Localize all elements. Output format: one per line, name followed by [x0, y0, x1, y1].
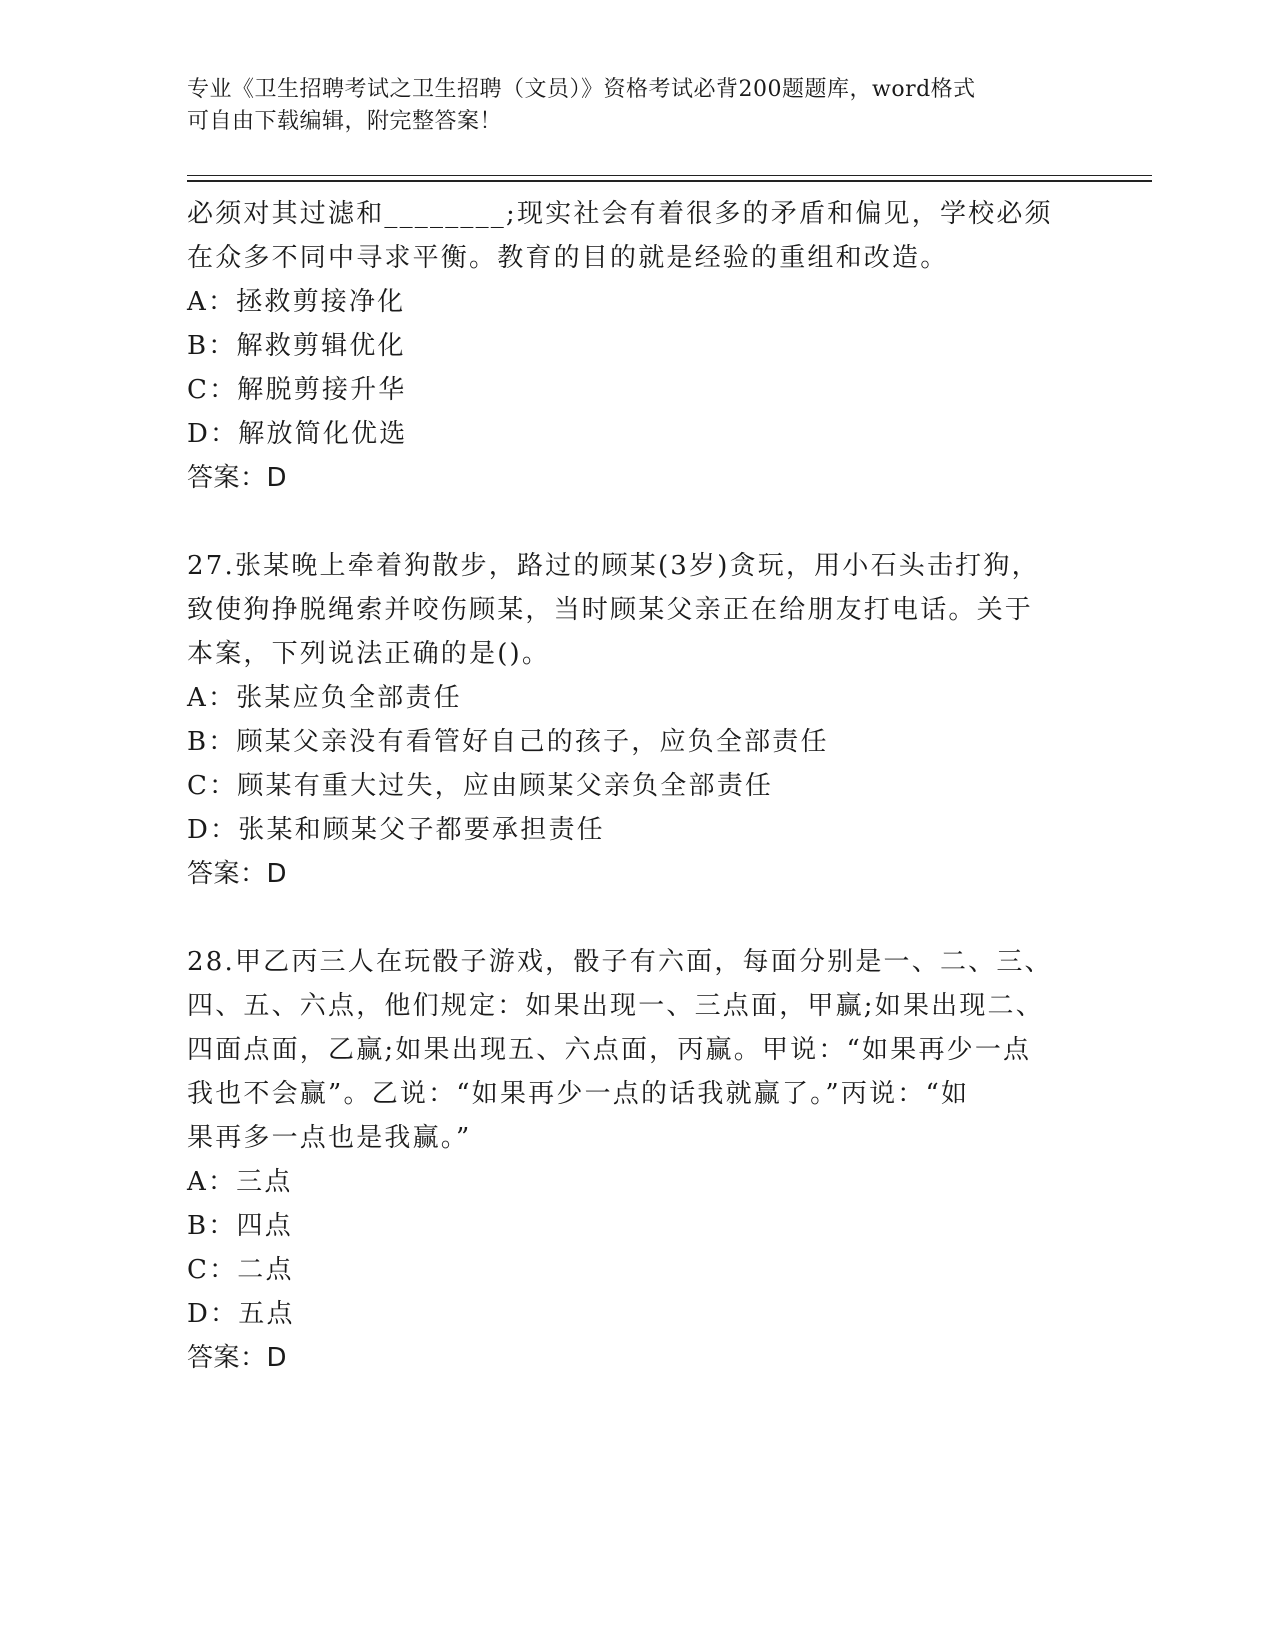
option-d: D：解放简化优选 [187, 419, 408, 449]
question-list [187, 192, 1087, 1380]
header-divider-thin [187, 175, 1152, 176]
question-text-line: 四面点面，乙赢;如果出现五、六点面，丙赢。甲说：“如果再少一点 [187, 1035, 1032, 1065]
option-c: C：二点 [187, 1255, 294, 1285]
question-text-line: 我也不会赢”。乙说：“如果再少一点的话我就赢了。”丙说：“如 [187, 1079, 970, 1109]
answer-line: 答案：D [187, 859, 288, 889]
question-text-line: 本案，下列说法正确的是()。 [187, 639, 551, 669]
answer-line: 答案：D [187, 463, 288, 493]
question-text-line: 果再多一点也是我赢。” [187, 1123, 472, 1153]
option-c: C：解脱剪接升华 [187, 375, 407, 405]
option-a: A：三点 [187, 1167, 293, 1197]
option-a: A：张某应负全部责任 [187, 683, 462, 713]
question-text-line: 27.张某晚上牵着狗散步，路过的顾某(3岁)贪玩，用小石头击打狗， [187, 551, 1040, 581]
question-block-26 [187, 192, 1087, 500]
option-b: B：四点 [187, 1211, 293, 1241]
question-text-line: 28.甲乙丙三人在玩骰子游戏，骰子有六面，每面分别是一、二、三、 [187, 947, 1053, 977]
question-block-27 [187, 544, 1087, 896]
header-line-1: 专业《卫生招聘考试之卫生招聘（文员）》资格考试必背200题题库，word格式 [187, 77, 976, 102]
option-a: A：拯救剪接净化 [187, 287, 406, 317]
question-block-28 [187, 940, 1087, 1380]
header-divider-thick [187, 180, 1152, 182]
question-text-line: 致使狗挣脱绳索并咬伤顾某，当时顾某父亲正在给朋友打电话。关于 [187, 595, 1034, 625]
option-c: C：顾某有重大过失，应由顾某父亲负全部责任 [187, 771, 774, 801]
option-b: B：解救剪辑优化 [187, 331, 406, 361]
document-header [187, 74, 1067, 138]
question-text-line: 四、五、六点，他们规定：如果出现一、三点面，甲赢;如果出现二、 [187, 991, 1044, 1021]
option-d: D：五点 [187, 1299, 295, 1329]
option-d: D：张某和顾某父子都要承担责任 [187, 815, 605, 845]
option-b: B：顾某父亲没有看管好自己的孩子，应负全部责任 [187, 727, 829, 757]
question-text-line: 在众多不同中寻求平衡。教育的目的就是经验的重组和改造。 [187, 243, 949, 273]
question-text-line: 必须对其过滤和________;现实社会有着很多的矛盾和偏见，学校必须 [187, 199, 1053, 229]
header-line-2: 可自由下载编辑，附完整答案！ [187, 109, 503, 134]
answer-line: 答案：D [187, 1343, 288, 1373]
